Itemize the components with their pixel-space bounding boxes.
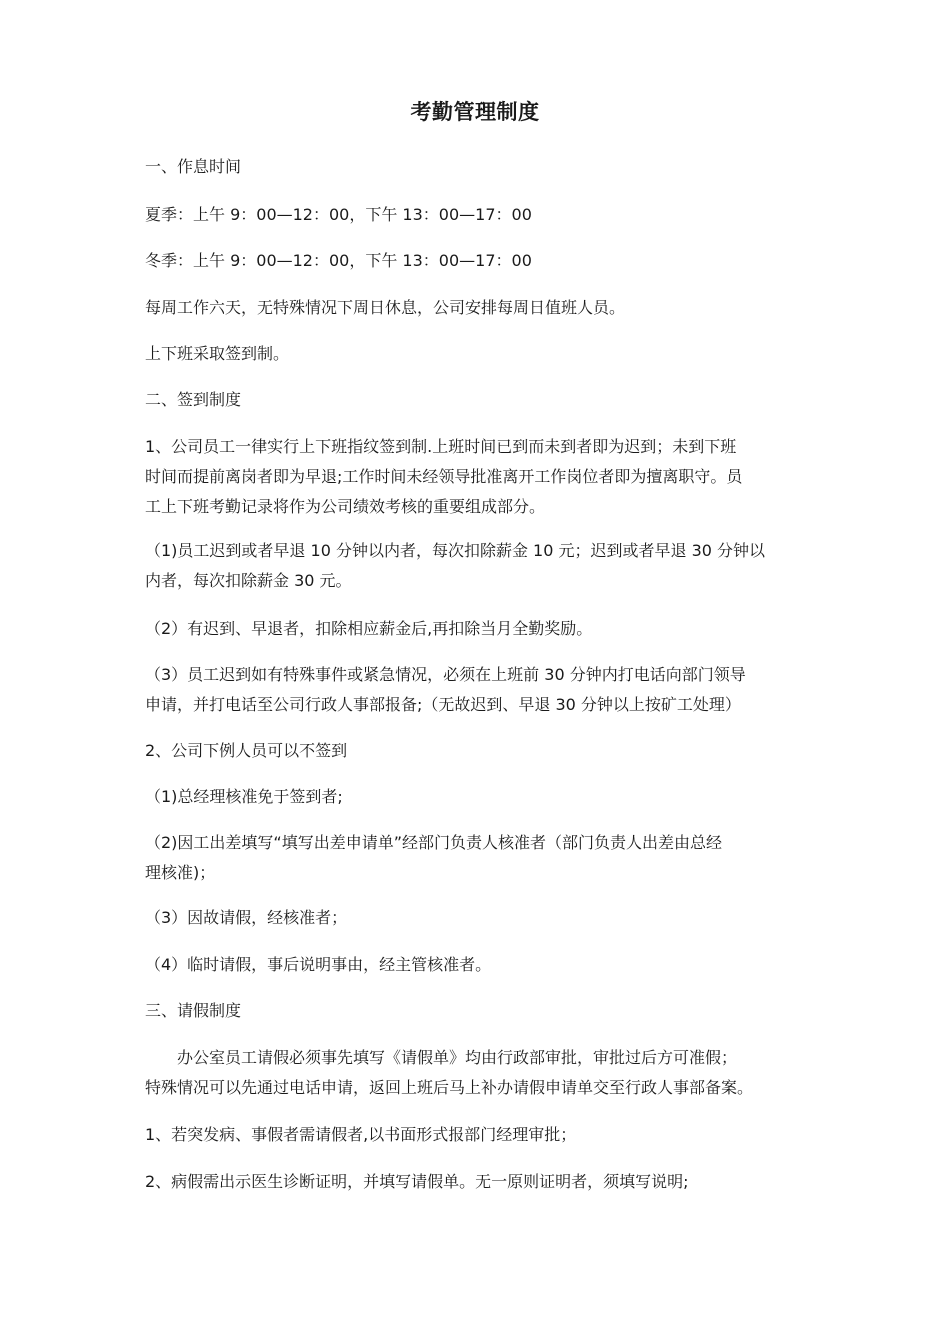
- paragraph-line: 时间而提前离岗者即为早退;工作时间未经领导批准离开工作岗位者即为擅离职守。员: [145, 467, 743, 486]
- paragraph-line: 2、病假需出示医生诊断证明，并填写请假单。无一原则证明者，须填写说明;: [145, 1172, 689, 1191]
- paragraph-line: 一、作息时间: [145, 157, 242, 176]
- rule-1-item-1: [145, 536, 813, 596]
- paragraph-line: 理核准)；: [145, 863, 216, 882]
- rule-2-item-1: [145, 782, 813, 812]
- rule-1-item-2: [145, 614, 813, 644]
- section-heading-sign-in: [145, 385, 813, 415]
- rule-2-item-4: [145, 950, 813, 980]
- paragraph-line: 内者，每次扣除薪金 30 元。: [145, 571, 352, 590]
- paragraph-line: （3）员工迟到如有特殊事件或紧急情况，必须在上班前 30 分钟内打电话向部门领导: [145, 665, 746, 684]
- rule-2-item-3: [145, 903, 813, 933]
- paragraph-line: 冬季：上午 9：00—12：00，下午 13：00—17：00: [145, 251, 532, 270]
- summer-hours: [145, 200, 813, 230]
- paragraph-line: （4）临时请假，事后说明事由，经主管核准者。: [145, 955, 492, 974]
- section-heading-schedule: [145, 152, 813, 182]
- paragraph-line: 二、签到制度: [145, 390, 242, 409]
- leave-intro: [145, 1043, 813, 1103]
- weekly-schedule: [145, 293, 813, 323]
- rule-1-item-3: [145, 660, 813, 720]
- paragraph-line: （1)总经理核准免于签到者;: [145, 787, 343, 806]
- document-title: 考勤管理制度: [410, 100, 540, 124]
- leave-rule-2: [145, 1167, 813, 1197]
- paragraph-line: 上下班采取签到制。: [145, 344, 290, 363]
- paragraph-line: 申请，并打电话至公司行政人事部报备;（无故迟到、早退 30 分钟以上按矿工处理）: [145, 695, 741, 714]
- paragraph-line: 2、公司下例人员可以不签到: [145, 741, 348, 760]
- winter-hours: [145, 246, 813, 276]
- rule-2: [145, 736, 813, 766]
- paragraph-line: 1、公司员工一律实行上下班指纹签到制.上班时间已到而未到者即为迟到；未到下班: [145, 437, 737, 456]
- section-heading-leave: [145, 996, 813, 1026]
- paragraph-line: 夏季：上午 9：00—12：00，下午 13：00—17：00: [145, 205, 532, 224]
- paragraph-line: 1、若突发病、事假者需请假者,以书面形式报部门经理审批；: [145, 1125, 577, 1144]
- paragraph-line: （2）有迟到、早退者，扣除相应薪金后,再扣除当月全勤奖励。: [145, 619, 593, 638]
- paragraph-line: 特殊情况可以先通过电话申请，返回上班后马上补办请假申请单交至行政人事部备案。: [145, 1078, 754, 1097]
- paragraph-line: （1)员工迟到或者早退 10 分钟以内者，每次扣除薪金 10 元；迟到或者早退 30 分钟以: [145, 541, 766, 560]
- leave-rule-1: [145, 1120, 813, 1150]
- rule-2-item-2: [145, 828, 813, 888]
- paragraph-line: 每周工作六天，无特殊情况下周日休息，公司安排每周日值班人员。: [145, 298, 626, 317]
- sign-in-note: [145, 339, 813, 369]
- paragraph-line: （3）因故请假，经核准者；: [145, 908, 348, 927]
- paragraph-line: 工上下班考勤记录将作为公司绩效考核的重要组成部分。: [145, 497, 546, 516]
- paragraph-line: 办公室员工请假必须事先填写《请假单》均由行政部审批，审批过后方可准假；: [177, 1048, 738, 1067]
- rule-1: [145, 432, 813, 522]
- paragraph-line: 三、请假制度: [145, 1001, 242, 1020]
- paragraph-line: （2)因工出差填写“填写出差申请单”经部门负责人核准者（部门负责人出差由总经: [145, 833, 723, 852]
